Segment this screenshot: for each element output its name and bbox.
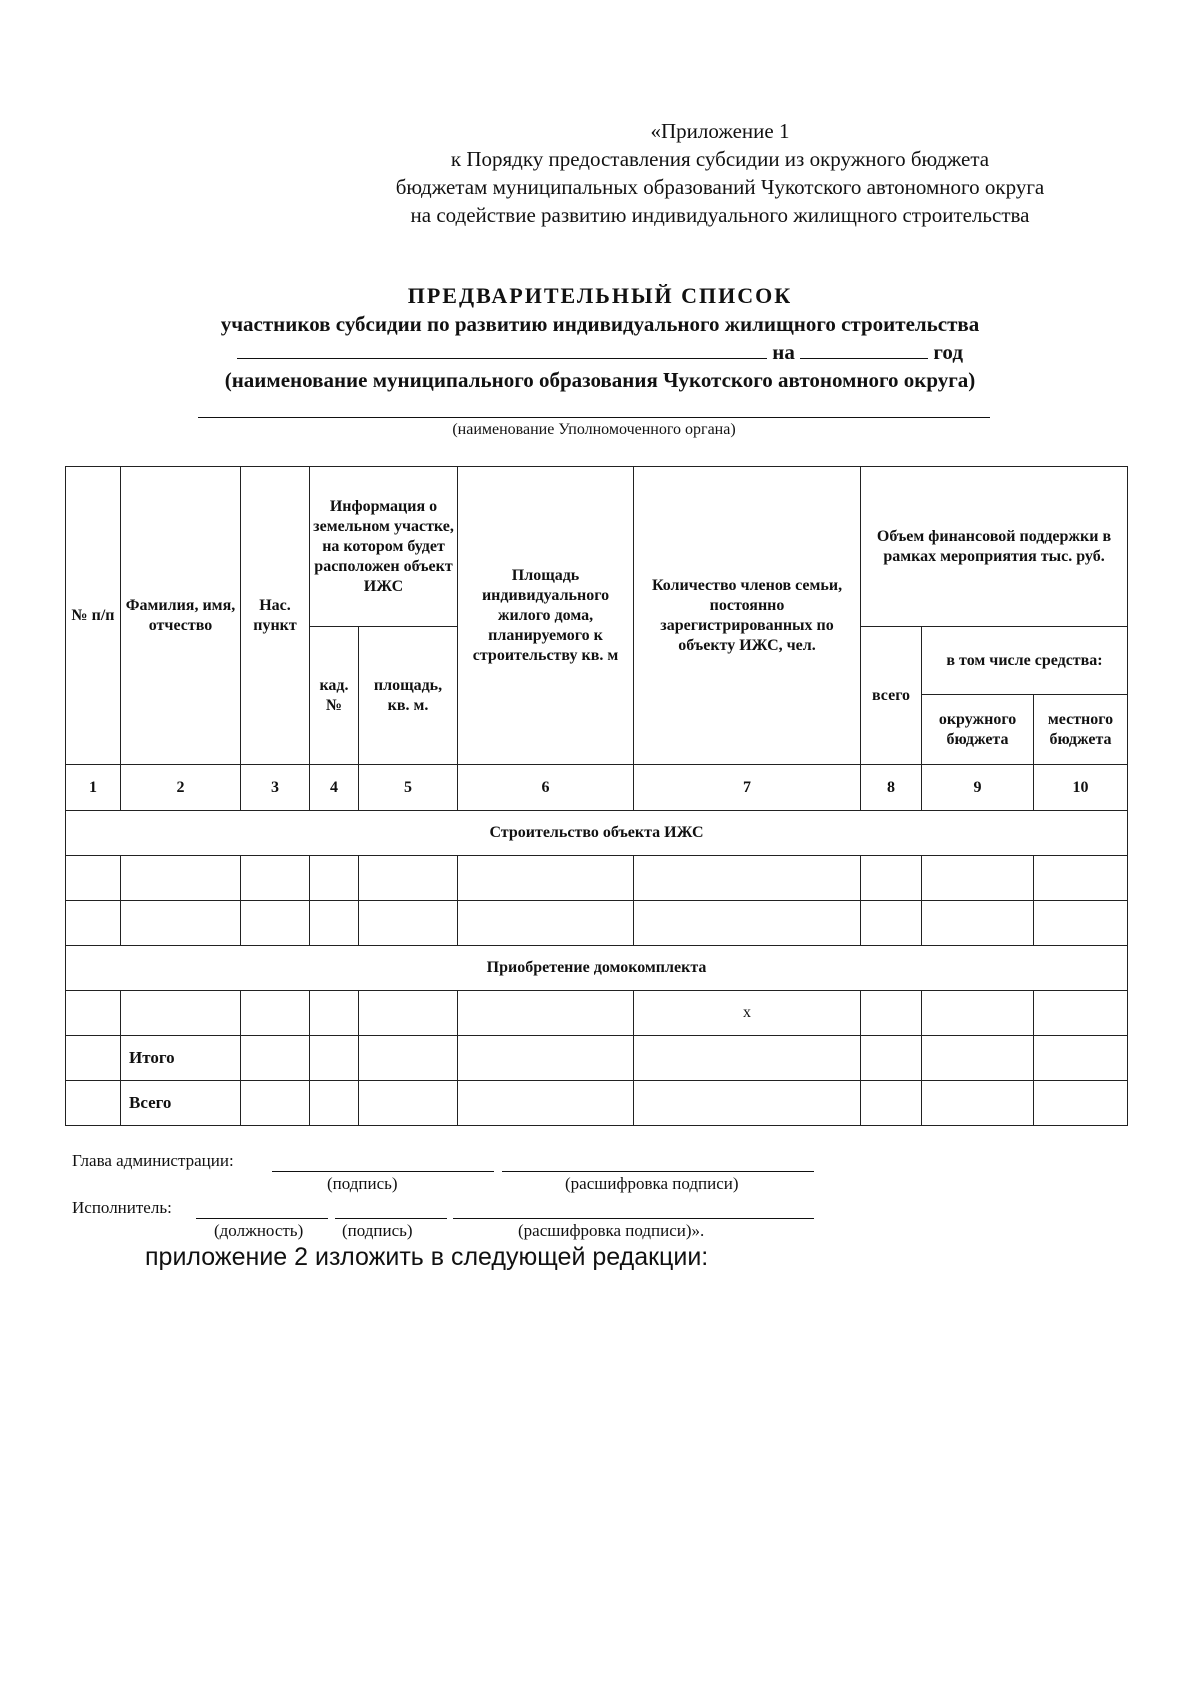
- header-cadastral-number: кад. №: [310, 627, 359, 765]
- table-cell: [121, 901, 241, 946]
- table-cell: [66, 901, 121, 946]
- table-cell: [359, 901, 458, 946]
- column-number: 2: [121, 765, 241, 811]
- table-row: [66, 901, 1128, 946]
- table-cell: [310, 901, 359, 946]
- table-cell: [458, 1036, 634, 1081]
- table-cell: [310, 991, 359, 1036]
- appendix-number: «Приложение 1: [650, 119, 790, 143]
- municipality-caption: (наименование муниципального образования Чукотского автономного округа): [224, 368, 976, 392]
- executor-position-blank: [196, 1218, 328, 1219]
- head-signature-caption: (подпись): [327, 1174, 398, 1193]
- appendix-ref-line-1: к Порядку предоставления субсидии из окружного бюджета: [450, 147, 990, 171]
- table-cell: [121, 856, 241, 901]
- document-subtitle: участников субсидии по развитию индивидуального жилищного строительства: [220, 312, 980, 336]
- column-number: 10: [1034, 765, 1128, 811]
- total-label: Итого: [121, 1036, 241, 1081]
- executor-decode-blank: [453, 1218, 814, 1219]
- header-family-members: Количество членов семьи, постоянно зарегистрированных по объекту ИЖС, чел.: [634, 467, 861, 765]
- column-number: 6: [458, 765, 634, 811]
- executor-signature-caption: (подпись): [342, 1221, 413, 1240]
- year-blank: [800, 341, 928, 359]
- municipality-blank: [237, 341, 767, 359]
- appendix-ref-line-3: на содействие развитию индивидуального жилищного строительства: [410, 203, 1030, 227]
- table-cell: [861, 1081, 922, 1126]
- table-cell: [458, 991, 634, 1036]
- head-decode-blank: [502, 1171, 814, 1172]
- table-cell: [922, 901, 1034, 946]
- column-number: 3: [241, 765, 310, 811]
- org-name-caption: (наименование Уполномоченного органа): [452, 421, 736, 438]
- grand-total-label: Всего: [121, 1081, 241, 1126]
- table-cell: [634, 1036, 861, 1081]
- column-number: 9: [922, 765, 1034, 811]
- table-cell: [66, 856, 121, 901]
- document-title: ПРЕДВАРИТЕЛЬНЫЙ СПИСОК: [407, 283, 793, 308]
- header-financial-support: Объем финансовой поддержки в рамках мероприятия тыс. руб.: [861, 467, 1128, 627]
- appendix-ref-line-2: бюджетам муниципальных образований Чукотского автономного округа: [395, 175, 1045, 199]
- total-row: [66, 1036, 1128, 1081]
- table-cell: [922, 991, 1034, 1036]
- table-cell: [1034, 1036, 1128, 1081]
- table-cell: [634, 1081, 861, 1126]
- header-total: всего: [861, 627, 922, 765]
- municipality-year-line: [60, 338, 1140, 366]
- table-cell: [241, 1081, 310, 1126]
- table-cell: [458, 1081, 634, 1126]
- section-house-kit-label: Приобретение домокомплекта: [66, 946, 1128, 991]
- column-number: 8: [861, 765, 922, 811]
- table-cell: [861, 991, 922, 1036]
- document-title-block: [60, 282, 1140, 394]
- executor-label: Исполнитель:: [72, 1198, 172, 1217]
- table-cell: [1034, 1081, 1128, 1126]
- executor-signature-blank: [335, 1218, 447, 1219]
- table-cell: [241, 1036, 310, 1081]
- table-row: [66, 856, 1128, 901]
- org-name-blank: [198, 417, 990, 418]
- table-cell: [861, 1036, 922, 1081]
- table-cell: [359, 1081, 458, 1126]
- table-cell: [121, 991, 241, 1036]
- table-cell: [861, 856, 922, 901]
- table-cell: [634, 856, 861, 901]
- header-district-budget: окружного бюджета: [922, 695, 1034, 765]
- on-word: на: [772, 340, 795, 364]
- table-cell: [634, 901, 861, 946]
- table-cell: [241, 991, 310, 1036]
- table-cell: [922, 1036, 1034, 1081]
- table-cell: [922, 856, 1034, 901]
- header-land-area: площадь, кв. м.: [359, 627, 458, 765]
- table-cell: [861, 901, 922, 946]
- participants-table: [65, 466, 1128, 1126]
- table-cell: [922, 1081, 1034, 1126]
- table-cell: [310, 1081, 359, 1126]
- column-number: 1: [66, 765, 121, 811]
- table-cell: [1034, 991, 1128, 1036]
- section-row-construction: [66, 811, 1128, 856]
- appendix-2-instruction: приложение 2 изложить в следующей редакции:: [145, 1243, 709, 1271]
- header-full-name: Фамилия, имя, отчество: [121, 467, 241, 765]
- header-house-area: Площадь индивидуального жилого дома, планируемого к строительству кв. м: [458, 467, 634, 765]
- table-cell: [66, 991, 121, 1036]
- table-cell: [66, 1081, 121, 1126]
- head-signature-blank: [272, 1171, 494, 1172]
- table-cell: [458, 901, 634, 946]
- table-cell: [241, 856, 310, 901]
- header-settlement: Нас. пункт: [241, 467, 310, 765]
- x-mark-cell: х: [634, 991, 861, 1036]
- table-cell: [458, 856, 634, 901]
- column-numbers-row: [66, 765, 1128, 811]
- section-construction-label: Строительство объекта ИЖС: [66, 811, 1128, 856]
- head-of-administration-label: Глава администрации:: [72, 1151, 234, 1170]
- header-including: в том числе средства:: [922, 627, 1128, 695]
- table-cell: [241, 901, 310, 946]
- column-number: 5: [359, 765, 458, 811]
- header-number: № п/п: [66, 467, 121, 765]
- table-cell: [1034, 856, 1128, 901]
- table-cell: [1034, 901, 1128, 946]
- year-word: год: [933, 340, 963, 364]
- table-cell: [310, 856, 359, 901]
- header-local-budget: местного бюджета: [1034, 695, 1128, 765]
- table-cell: [310, 1036, 359, 1081]
- column-number: 7: [634, 765, 861, 811]
- executor-decode-caption: (расшифровка подписи)».: [518, 1221, 705, 1240]
- grand-total-row: [66, 1081, 1128, 1126]
- table-cell: [66, 1036, 121, 1081]
- table-cell: [359, 856, 458, 901]
- head-decode-caption: (расшифровка подписи): [565, 1174, 739, 1193]
- table-cell: [359, 1036, 458, 1081]
- appendix-header: [300, 117, 1140, 229]
- header-land-info: Информация о земельном участке, на котором будет расположен объект ИЖС: [310, 467, 458, 627]
- table-cell: [359, 991, 458, 1036]
- column-number: 4: [310, 765, 359, 811]
- section-row-house-kit: [66, 946, 1128, 991]
- executor-position-caption: (должность): [214, 1221, 304, 1240]
- table-row: [66, 991, 1128, 1036]
